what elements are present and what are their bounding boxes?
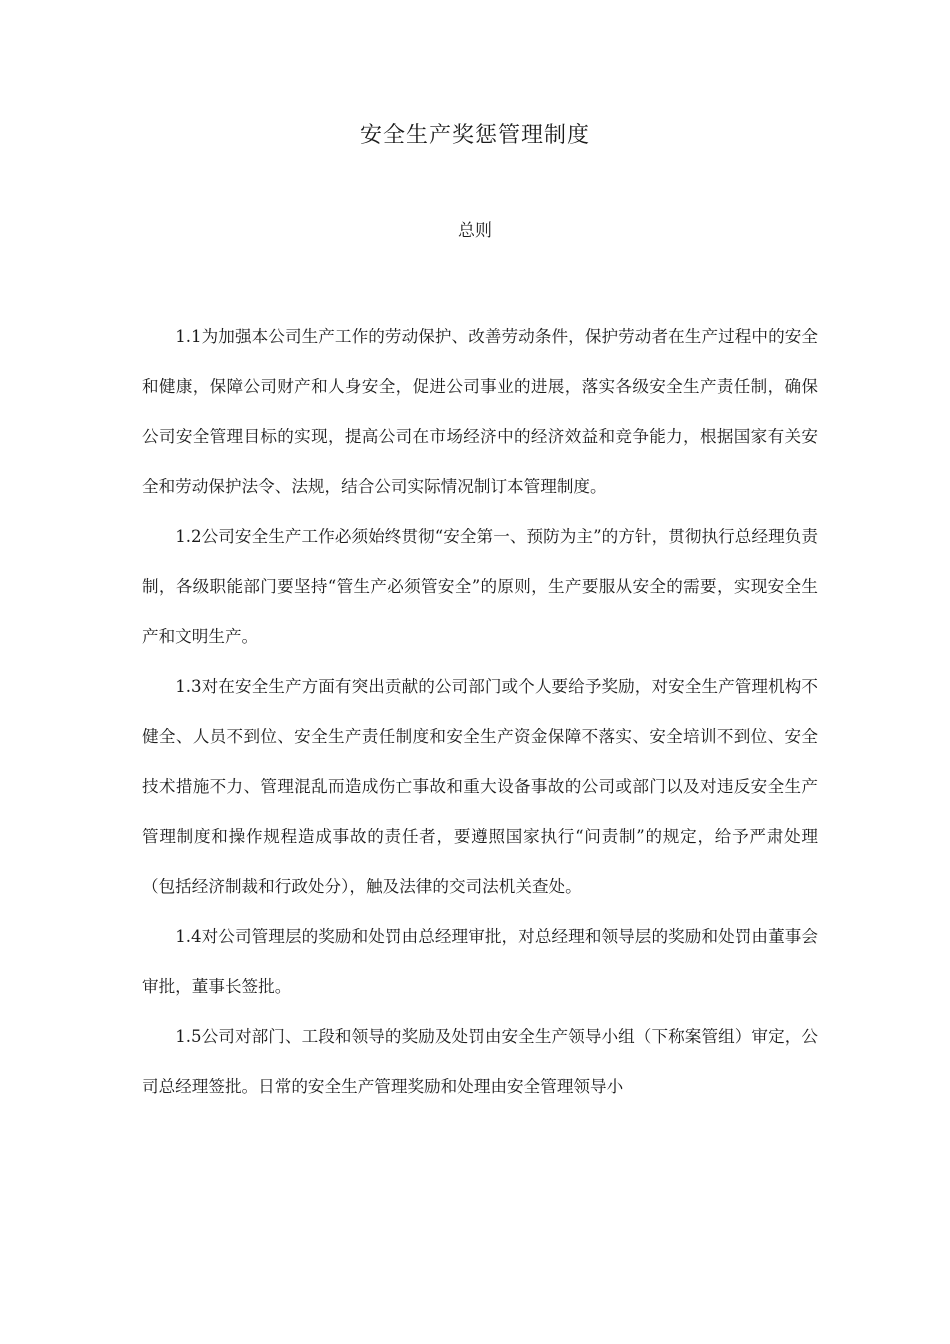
paragraph-1-1: 1.1为加强本公司生产工作的劳动保护、改善劳动条件，保护劳动者在生产过程中的安全和健康，保障公司财产和人身安全，促进公司事业的进展，落实各级安全生产责任制，确保公司安全管理目标的实现，提高公司在市场经济中的经济效益和竞争能力，根据国家有关安全和劳动保护法令、法规，结合公司实际情况制订本管理制度。 <box>142 327 818 496</box>
paragraph-1-5: 1.5公司对部门、工段和领导的奖励及处罚由安全生产领导小组（下称案管组）审定，公司总经理签批。日常的安全生产管理奖励和处理由安全管理领导小 <box>142 1027 818 1096</box>
paragraph-1-4: 1.4对公司管理层的奖励和处罚由总经理审批，对总经理和领导层的奖励和处罚由董事会审批，董事长签批。 <box>142 927 818 996</box>
paragraph-1-3: 1.3对在安全生产方面有突出贡献的公司部门或个人要给予奖励，对安全生产管理机构不健全、人员不到位、安全生产责任制度和安全生产资金保障不落实、安全培训不到位、安全技术措施不力、管理混乱而造成伤亡事故和重大设备事故的公司或部门以及对违反安全生产管理制度和操作规程造成事故的责任者，要遵照国家执行“问责制”的规定，给予严肃处理（包括经济制裁和行政处分），触及法律的交司法机关查处。 <box>142 677 818 896</box>
paragraph-1-2: 1.2公司安全生产工作必须始终贯彻“安全第一、预防为主”的方针，贯彻执行总经理负责制，各级职能部门要坚持“管生产必须管安全”的原则，生产要服从安全的需要，实现安全生产和文明生产。 <box>142 527 818 646</box>
section-heading: 总则 <box>458 221 492 241</box>
document-body <box>142 312 818 1112</box>
document-title: 安全生产奖惩管理制度 <box>359 123 590 148</box>
